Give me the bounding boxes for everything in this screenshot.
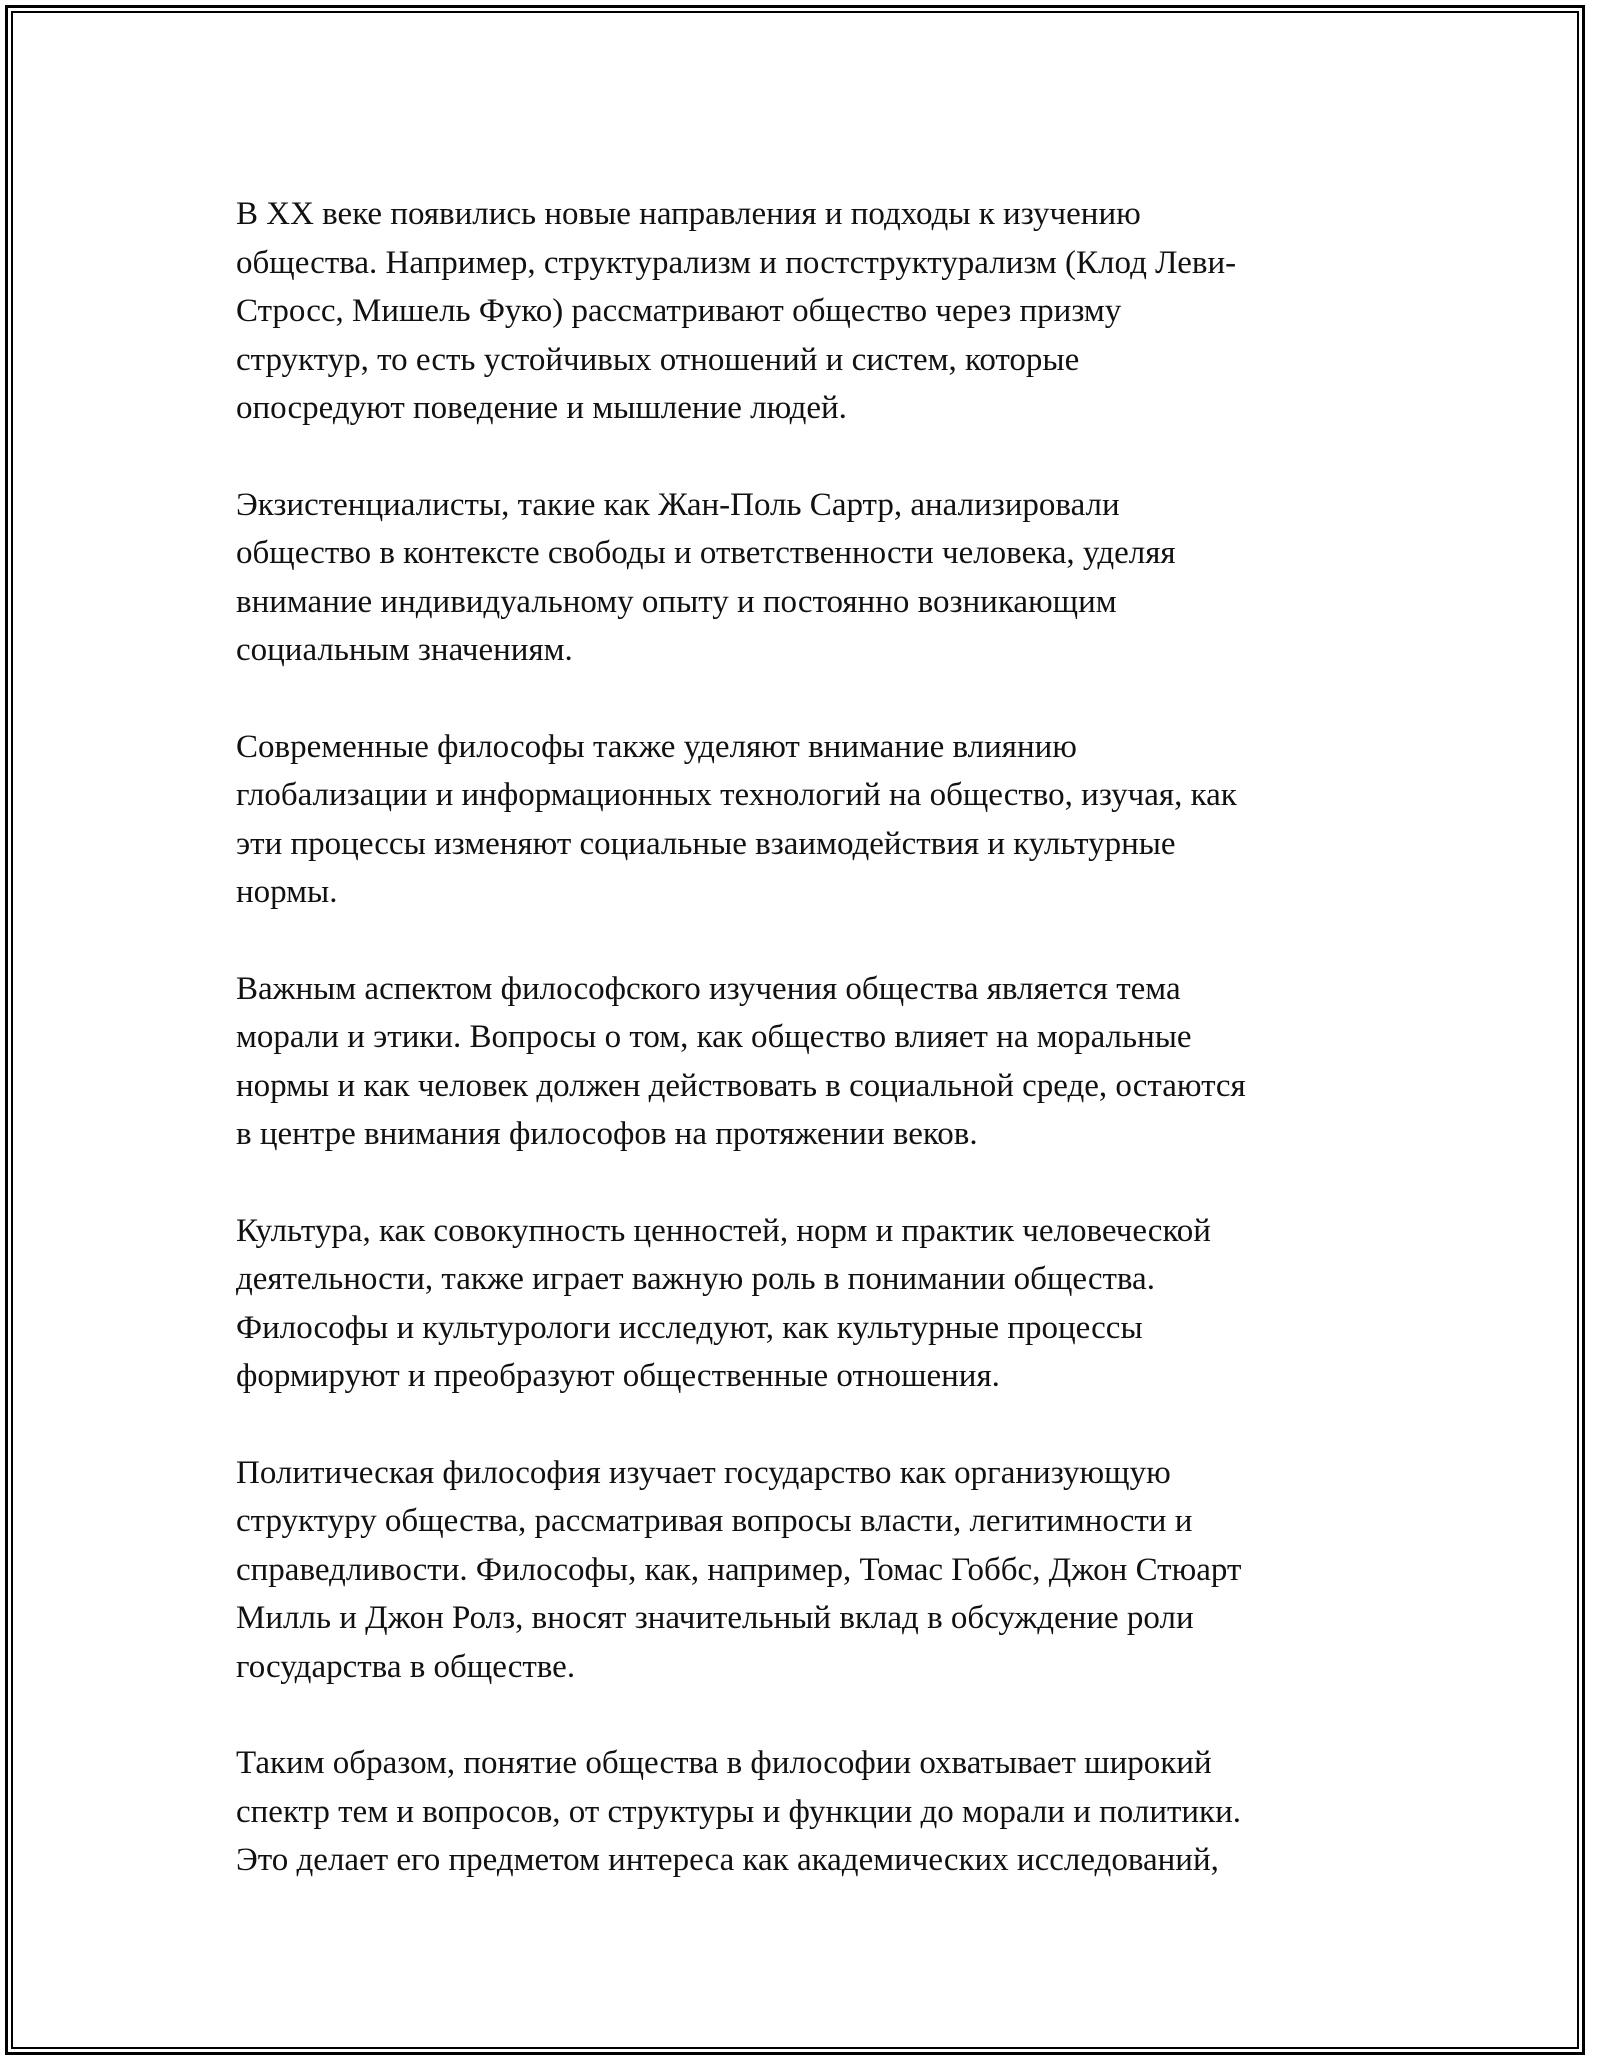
paragraph-existentialism: Экзистенциалисты, такие как Жан-Поль Сартр, анализировали общество в контексте свободы и ответственности человека, уделяя внимание индивидуальному опыту и постоянно возникающим социальным значениям. [236, 486, 1176, 668]
paragraph-conclusion: Таким образом, понятие общества в философии охватывает широкий спектр тем и вопросов, от структуры и функции до морали и политики. Это делает его предметом интереса как академических исследований, [236, 1745, 1242, 1878]
paragraph-morality-ethics: Важным аспектом философского изучения общества является тема морали и этики. Вопросы о том, как общество влияет на моральные нормы и как человек должен действовать в социальной среде, остаются в центре внимания философов на протяжении веков. [236, 970, 1246, 1152]
paragraph-culture: Культура, как совокупность ценностей, норм и практик человеческой деятельности, также играет важную роль в понимании общества. Философы и культурологи исследуют, как культурные процессы формируют и преобразуют общественные отношения. [236, 1212, 1211, 1394]
paragraph-structuralism: В XX веке появились новые направления и подходы к изучению общества. Например, структурализм и постструктурализм (Клод Леви- Стросс, Мишель Фуко) рассматривают общество через призму структур, то есть устойчивых отношений и систем, которые опосредуют поведение и мышление людей. [236, 196, 1237, 426]
paragraph-globalization: Современные философы также уделяют внимание влиянию глобализации и информационных технологий на общество, изучая, как эти процессы изменяют социальные взаимодействия и культурные нормы. [236, 728, 1237, 910]
document-body [236, 190, 1376, 1933]
paragraph-political-philosophy: Политическая философия изучает государство как организующую структуру общества, рассматривая вопросы власти, легитимности и справедливости. Философы, как, например, Томас Гоббс, Джон Стюарт Милль и Джон Ролз, вносят значительный вклад в обсуждение роли государства в обществе. [236, 1454, 1242, 1685]
